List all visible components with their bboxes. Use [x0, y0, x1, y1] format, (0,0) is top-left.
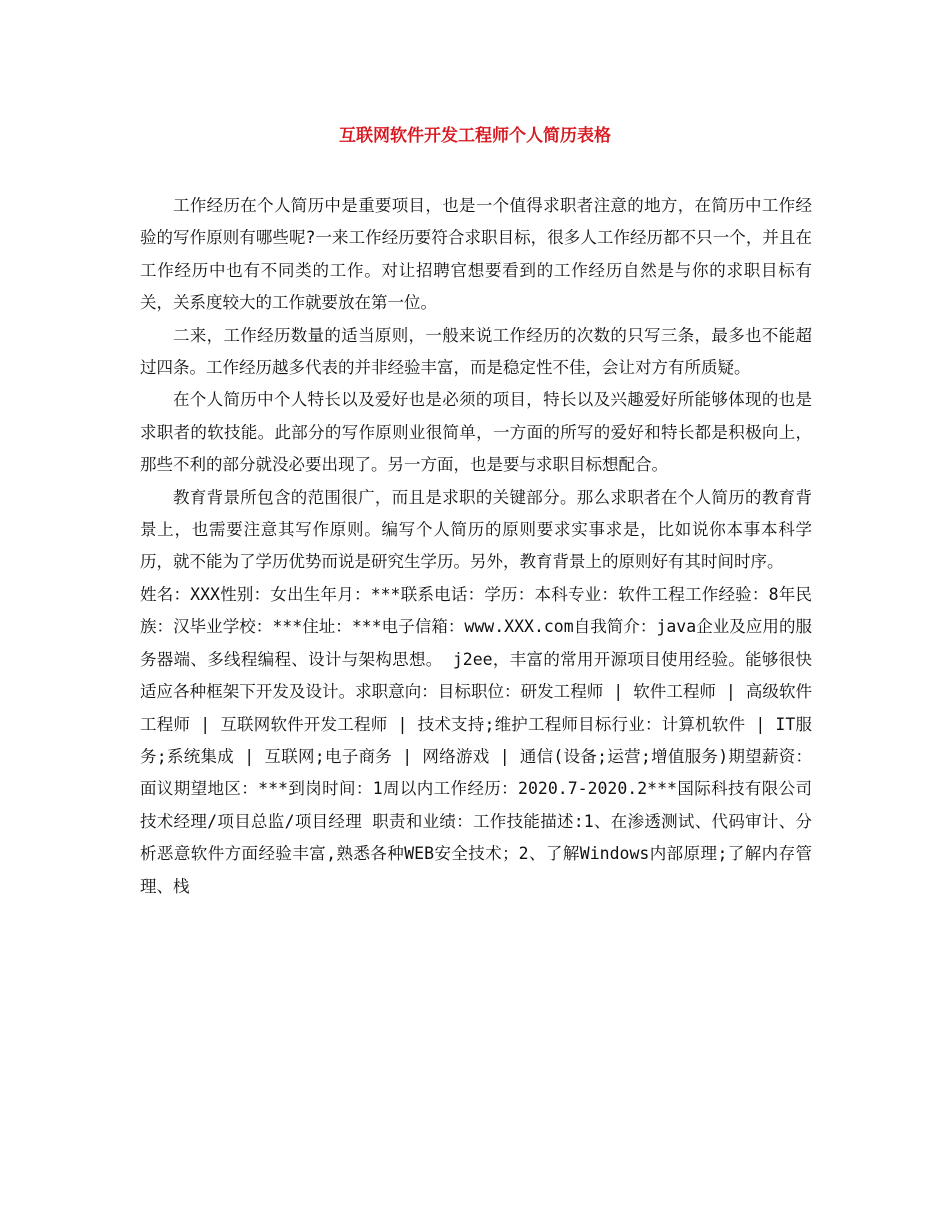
paragraph-education: 教育背景所包含的范围很广，而且是求职的关键部分。那么求职者在个人简历的教育背景上，也需要注意其写作原则。编写个人简历的原则要求实事求是，比如说你本事本科学历，就不能为了学历优势而说是研究生学历。另外，教育背景上的原则好有其时间时序。	[140, 487, 812, 572]
document-title: 互联网软件开发工程师个人简历表格	[339, 126, 611, 146]
document-body	[140, 190, 812, 903]
paragraph-hobbies: 在个人简历中个人特长以及爱好也是必须的项目，特长以及兴趣爱好所能够体现的也是求职者的软技能。此部分的写作原则业很简单，一方面的所写的爱好和特长都是积极向上，那些不利的部分就没必要出现了。另一方面，也是要与求职目标想配合。	[140, 390, 812, 475]
paragraph-work-count: 二来，工作经历数量的适当原则，一般来说工作经历的次数的只写三条，最多也不能超过四条。工作经历越多代表的并非经验丰富，而是稳定性不佳，会让对方有所质疑。	[140, 325, 812, 378]
paragraph-work-experience: 工作经历在个人简历中是重要项目，也是一个值得求职者注意的地方，在简历中工作经验的写作原则有哪些呢?一来工作经历要符合求职目标，很多人工作经历都不只一个，并且在工作经历中也有不同类的工作。对让招聘官想要看到的工作经历自然是与你的求职目标有关，关系度较大的工作就要放在第一位。	[140, 196, 812, 313]
resume-details: 姓名：XXX性别：女出生年月：***联系电话：学历：本科专业：软件工程工作经验：8年民族：汉毕业学校：***住址：***电子信箱：www.XXX.com自我简介：java企业及应用的服务器端、多线程编程、设计与架构思想。 j2ee，丰富的常用开源项目使用经验。能够很快适应各种框架下开发及设计。求职意向：目标职位：研发工程师 | 软件工程师 | 高级软件工程师 | 互联网软件开发工程师 | 技术支持;维护工程师目标行业：计算机软件 | IT服务;系统集成 | 互联网;电子商务 | 网络游戏 | 通信(设备;运营;增值服务)期望薪资：面议期望地区：***到岗时间：1周以内工作经历：2020.7-2020.2***国际科技有限公司技术经理/项目总监/项目经理 职责和业绩：工作技能描述:1、在渗透测试、代码审计、分析恶意软件方面经验丰富,熟悉各种WEB安全技术；2、了解Windows内部原理;了解内存管理、栈	[140, 584, 812, 896]
